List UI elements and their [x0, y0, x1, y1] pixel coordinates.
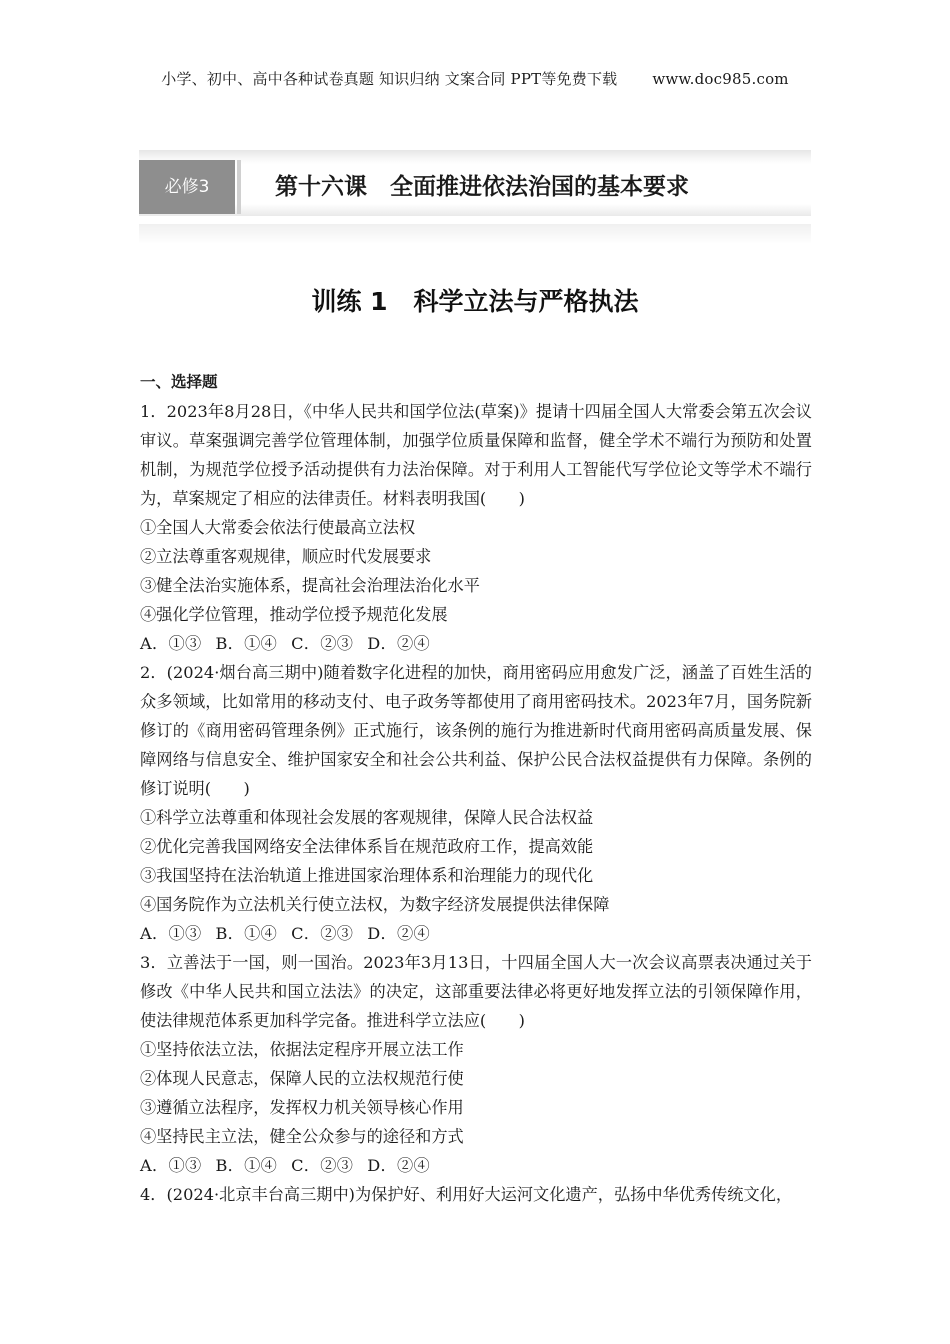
chapter-band: [139, 150, 811, 216]
answer-choice-d: D．②④: [367, 1156, 431, 1175]
answer-choice-c: C．②③: [291, 1156, 354, 1175]
answer-choice-b: B．①④: [215, 1156, 278, 1175]
lesson-title: [0, 282, 950, 318]
lesson-label: 训练 1: [311, 287, 388, 316]
answer-choice-c: C．②③: [291, 634, 354, 653]
chapter-title: 第十六课 全面推进依法治国的基本要求: [275, 174, 689, 200]
answer-choice-c: C．②③: [291, 924, 354, 943]
question-option: ④国务院作为立法机关行使立法权，为数字经济发展提供法律保障: [140, 895, 610, 914]
question-stem: 4．(2024·北京丰台高三期中)为保护好、利用好大运河文化遗产，弘扬中华优秀传统文化，: [140, 1185, 793, 1204]
header-url[interactable]: www.doc985.com: [652, 70, 789, 88]
question-option: ②体现人民意志，保障人民的立法权规范行使: [140, 1069, 464, 1088]
question-stem: 2．(2024·烟台高三期中)随着数字化进程的加快，商用密码应用愈发广泛，涵盖了百姓生活的众多领域，比如常用的移动支付、电子政务等都使用了商用密码技术。2023年7月，国务院新修订的《商用密码管理条例》正式施行，该条例的施行为推进新时代商用密码高质量发展、保障网络与信息安全、维护国家安全和社会公共利益、保护公民合法权益提供有力保障。条例的修订说明( ): [140, 663, 812, 798]
question-option: ②立法尊重客观规律，顺应时代发展要求: [140, 547, 432, 566]
question-option: ①坚持依法立法，依据法定程序开展立法工作: [140, 1040, 464, 1059]
answer-choices: [140, 919, 812, 948]
question-4: [140, 1180, 812, 1209]
header-banner-text: 小学、初中、高中各种试卷真题 知识归纳 文案合同 PPT等免费下载: [161, 70, 618, 88]
answer-choice-b: B．①④: [215, 634, 278, 653]
answer-choice-a: A．①③: [140, 634, 202, 653]
answer-choice-a: A．①③: [140, 924, 202, 943]
chapter-divider: [237, 160, 241, 214]
section-heading: 一、选择题: [140, 373, 218, 391]
answer-choice-b: B．①④: [215, 924, 278, 943]
question-option: ③健全法治实施体系，提高社会治理法治化水平: [140, 576, 480, 595]
answer-choices: [140, 629, 812, 658]
lesson-name: 科学立法与严格执法: [413, 287, 639, 316]
question-3: [140, 948, 812, 1180]
question-option: ②优化完善我国网络安全法律体系旨在规范政府工作，提高效能: [140, 837, 594, 856]
question-option: ①全国人大常委会依法行使最高立法权: [140, 518, 416, 537]
question-list: [140, 368, 812, 1209]
question-option: ③遵循立法程序，发挥权力机关领导核心作用: [140, 1098, 464, 1117]
answer-choice-d: D．②④: [367, 924, 431, 943]
chapter-tag: 必修3: [139, 160, 235, 214]
answer-choice-a: A．①③: [140, 1156, 202, 1175]
chapter-underline: [139, 224, 811, 244]
answer-choices: [140, 1151, 812, 1180]
question-2: [140, 658, 812, 948]
question-stem: 1．2023年8月28日，《中华人民共和国学位法(草案)》提请十四届全国人大常委会第五次会议审议。草案强调完善学位管理体制，加强学位质量保障和监督，健全学术不端行为预防和处置机制，为规范学位授予活动提供有力法治保障。对于利用人工智能代写学位论文等学术不端行为，草案规定了相应的法律责任。材料表明我国( ): [140, 402, 812, 508]
question-option: ④坚持民主立法，健全公众参与的途径和方式: [140, 1127, 464, 1146]
page-header-banner: [0, 68, 950, 89]
question-option: ①科学立法尊重和体现社会发展的客观规律，保障人民合法权益: [140, 808, 594, 827]
answer-choice-d: D．②④: [367, 634, 431, 653]
question-1: [140, 397, 812, 658]
question-stem: 3．立善法于一国，则一国治。2023年3月13日，十四届全国人大一次会议高票表决通过关于修改《中华人民共和国立法法》的决定，这部重要法律必将更好地发挥立法的引领保障作用，使法律规范体系更加科学完备。推进科学立法应( ): [140, 953, 812, 1030]
question-option: ④强化学位管理，推动学位授予规范化发展: [140, 605, 448, 624]
question-option: ③我国坚持在法治轨道上推进国家治理体系和治理能力的现代化: [140, 866, 594, 885]
